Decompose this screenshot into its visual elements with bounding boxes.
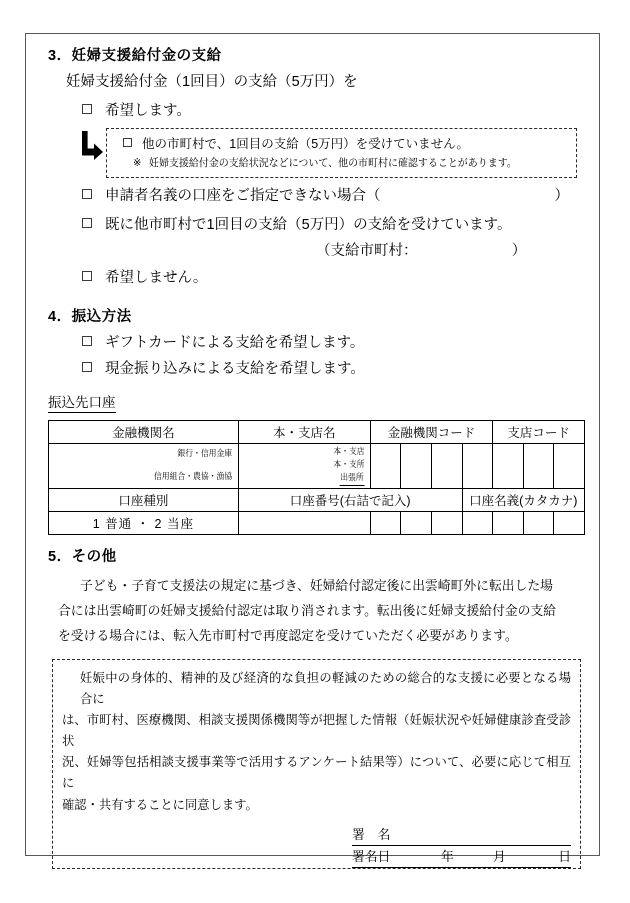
section-5-heading: 5．その他 — [48, 549, 117, 566]
account-number-cell-4[interactable] — [431, 512, 462, 535]
section-5-line-3: を受ける場合には、転入先市町村で再度認定を受けていただく必要があります。 — [58, 627, 518, 643]
consent-line-4: 確認・共有することに同意します。 — [62, 797, 258, 812]
consent-line-1: 妊娠中の身体的、精神的及び経済的な負担の軽減のための総合的な支援に必要となる場合に — [80, 670, 571, 706]
checkbox-row-wish[interactable] — [82, 101, 585, 121]
checkbox-giftcard-label: ギフトカードによる支給を希望します。 — [105, 335, 365, 352]
callout-note — [133, 157, 546, 171]
signature-name-row[interactable] — [352, 824, 571, 846]
checkbox-no-account-label: 申請者名義の口座をご指定できない場合（ ） — [105, 187, 569, 204]
branch-code-cell-3[interactable] — [554, 443, 585, 489]
bank-code-cell-4[interactable] — [462, 443, 493, 489]
branch-code-cell-2[interactable] — [523, 443, 554, 489]
bank-table-header-row — [49, 420, 585, 443]
checkbox-wish-label: 希望します。 — [105, 103, 191, 120]
checkbox-cash-transfer-label: 現金振り込みによる支給を希望します。 — [105, 361, 365, 378]
bank-name-hint-2: 信用組合・農協・漁協 — [153, 471, 233, 482]
bank-code-cell-2[interactable] — [401, 443, 432, 489]
bank-code-cell-3[interactable] — [431, 443, 462, 489]
paying-municipality-field[interactable]: （支給市町村： ） — [316, 243, 527, 260]
account-table-input-row — [49, 512, 585, 535]
checkbox-row-giftcard[interactable] — [82, 333, 585, 353]
checkbox-not-wish-label: 希望しません。 — [105, 270, 208, 287]
section-5-line-2: 合には出雲崎町の妊婦支援給付認定は取り消されます。転出後に妊婦支援給付金の支給 — [58, 602, 557, 618]
hook-arrow-icon — [78, 129, 104, 163]
account-table-header-row — [49, 489, 585, 512]
branch-hint-2: 本・支所 — [333, 460, 365, 471]
bank-table-input-row — [49, 443, 585, 489]
branch-name-input-cell[interactable] — [238, 443, 370, 489]
section-5-line-1: 子ども・子育て支援法の規定に基づき、妊婦給付認定後に出雲崎町外に転出した場 — [80, 577, 553, 593]
bank-name-input-cell[interactable] — [49, 443, 239, 489]
header-branch-code: 支店コード — [493, 420, 585, 443]
signature-month-label: 月 — [493, 848, 506, 864]
account-number-cell-1[interactable] — [238, 512, 370, 535]
checkbox-no-account[interactable] — [82, 189, 92, 199]
header-account-type: 口座種別 — [49, 489, 239, 512]
bank-code-cell-1[interactable] — [370, 443, 401, 489]
bank-account-table — [48, 420, 585, 536]
branch-code-cell-1[interactable] — [493, 443, 524, 489]
checkbox-cash-transfer[interactable] — [82, 362, 92, 372]
account-holder-input-cell[interactable] — [554, 512, 585, 535]
checkbox-already-paid[interactable] — [82, 218, 92, 228]
checkbox-row-cash-transfer[interactable] — [82, 359, 585, 379]
checkbox-already-paid-label: 既に他市町村で1回目の支給（5万円）の支給を受けています。 — [105, 217, 512, 234]
consent-line-3: 況、妊婦等包括相談支援事業等で活用するアンケート結果等）について、必要に応じて相互に — [62, 755, 571, 791]
checkbox-no-other-payment-label: 他の市町村で、1回目の支給（5万円）を受けていません。 — [142, 136, 469, 151]
signature-year-label: 年 — [441, 848, 454, 864]
signature-date-row[interactable] — [352, 846, 571, 868]
consent-text — [62, 668, 571, 816]
header-bank-code: 金融機関コード — [370, 420, 492, 443]
account-number-cell-7[interactable] — [523, 512, 554, 535]
checkbox-row-no-other-payment[interactable] — [123, 136, 568, 154]
account-number-cell-2[interactable] — [370, 512, 401, 535]
branch-hint-1: 本・支店 — [333, 446, 365, 457]
checkbox-row-not-wish[interactable] — [82, 268, 585, 288]
checkbox-giftcard[interactable] — [82, 336, 92, 346]
checkbox-not-wish[interactable] — [82, 271, 92, 281]
signature-area — [62, 824, 571, 868]
header-bank-name: 金融機関名 — [49, 420, 239, 443]
consent-dashed-box — [52, 659, 581, 869]
bank-name-hints — [64, 446, 238, 485]
checkbox-no-other-payment[interactable] — [123, 138, 132, 147]
header-branch-name: 本・支店名 — [238, 420, 370, 443]
checkbox-wish[interactable] — [82, 104, 92, 114]
checkbox-row-already-paid[interactable] — [82, 215, 585, 235]
form-page-frame — [25, 33, 600, 864]
signature-date-label: 署名日 — [352, 848, 391, 864]
account-number-cell-5[interactable] — [462, 512, 493, 535]
section-5-paragraph — [58, 574, 575, 649]
header-account-holder: 口座名義(カタカナ) — [462, 489, 584, 512]
note-mark-icon: ※ — [133, 157, 142, 170]
callout-note-text: 妊婦支援給付金の支給状況などについて、他の市町村に確認することがあります。 — [148, 157, 517, 170]
account-number-cell-6[interactable] — [493, 512, 524, 535]
signature-name-label: 署 名 — [352, 826, 391, 842]
header-account-number: 口座番号(右詰で記入) — [238, 489, 462, 512]
bank-table-label: 振込先口座 — [48, 395, 116, 413]
callout-group — [78, 128, 585, 178]
branch-hint-3: 出張所 — [339, 472, 364, 486]
section-4-heading: 4．振込方法 — [48, 308, 132, 325]
signature-day-label: 日 — [558, 848, 571, 864]
branch-name-hints — [249, 444, 370, 489]
account-number-cell-3[interactable] — [401, 512, 432, 535]
account-type-value[interactable]: 1 普通 ・ 2 当座 — [49, 512, 239, 535]
bank-name-hint-1: 銀行・信用金庫 — [177, 449, 233, 460]
consent-line-2: は、市町村、医療機関、相談支援関係機関等が把握した情報（妊娠状況や妊婦健康診査受診状 — [62, 712, 571, 749]
form-page-content — [26, 34, 599, 864]
callout-dashed-box — [106, 128, 577, 178]
section-3-heading: 3．妊婦支援給付金の支給 — [48, 48, 222, 64]
checkbox-row-no-account[interactable] — [82, 186, 585, 206]
section-3-lead-text: 妊婦支援給付金（1回目）の支給（5万円）を — [66, 74, 358, 91]
